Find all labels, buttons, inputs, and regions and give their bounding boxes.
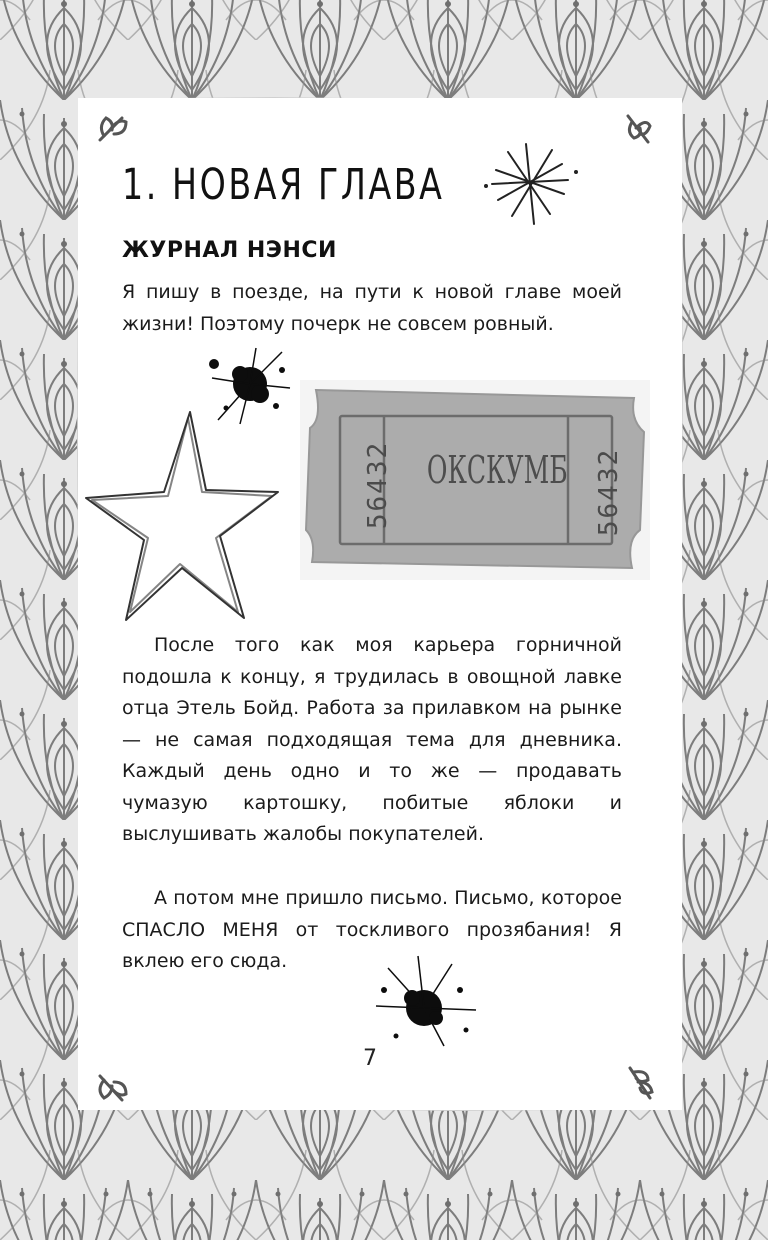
- leaf-icon: [616, 108, 656, 148]
- starburst-icon: [478, 140, 588, 230]
- page-number: 7: [363, 1046, 377, 1071]
- chapter-title: 1. НОВАЯ ГЛАВА: [122, 160, 445, 210]
- ink-splat-icon: [348, 950, 488, 1050]
- leaf-icon: [92, 1068, 132, 1108]
- ticket-name: ОКСКУМБ: [426, 448, 568, 492]
- leaf-icon: [620, 1060, 660, 1104]
- star-icon: [80, 404, 285, 626]
- ticket-number-right: 56432: [594, 447, 625, 537]
- section-heading: ЖУРНАЛ НЭНСИ: [122, 238, 337, 263]
- letter-paragraph: А потом мне пришло письмо. Письмо, которое СПАСЛО МЕНЯ от тоскливого прозябания! Я вклею его сюда.: [122, 887, 622, 972]
- body-paragraph: После того как моя карьера горничной подошла к концу, я трудилась в овощной лавке отца Этель Бойд. Работа за прилавком на рынке — не самая подходящая тема для дневника. Каждый день одно и то же — продавать чумазую картошку, побитые яблоки и выслушивать жалобы покупателей.: [122, 634, 622, 845]
- ticket-number-left: 56432: [363, 440, 394, 530]
- intro-paragraph: Я пишу в поезде, на пути к новой главе моей жизни! Поэтому почерк не совсем ровный.: [122, 281, 622, 335]
- leaf-icon: [92, 108, 132, 148]
